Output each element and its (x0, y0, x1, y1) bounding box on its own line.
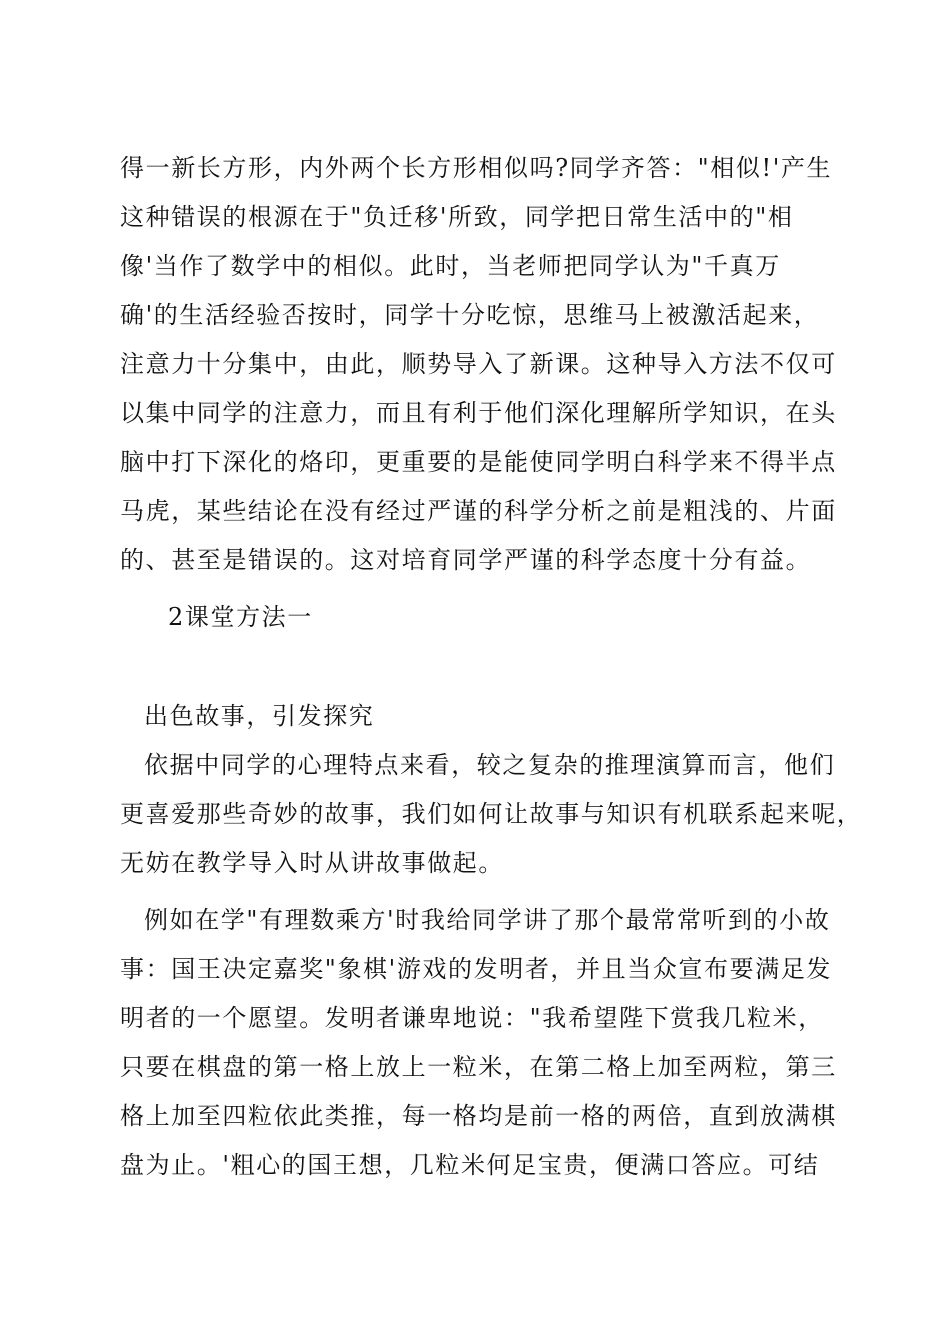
text-line: 像'当作了数学中的相似。此时，当老师把同学认为"千真万 (120, 252, 781, 280)
text-line: 马虎，某些结论在没有经过严谨的科学分析之前是粗浅的、片面 (120, 497, 837, 525)
section-heading: 2课堂方法一 (168, 603, 313, 631)
text-line: 无妨在教学导入时从讲故事做起。 (120, 849, 504, 877)
text-line: 盘为止。'粗心的国王想，几粒米何足宝贵，便满口答应。可结 (120, 1151, 820, 1179)
text-line: 以集中同学的注意力，而且有利于他们深化理解所学知识，在头 (120, 399, 837, 427)
text-line: 明者的一个愿望。发明者谦卑地说："我希望陛下赏我几粒米， (120, 1004, 824, 1032)
text-line: 例如在学"有理数乘方'时我给同学讲了那个最常常听到的小故 (144, 906, 831, 934)
subheading: 出色故事，引发探究 (144, 702, 375, 730)
text-line: 只要在棋盘的第一格上放上一粒米，在第二格上加至两粒，第三 (120, 1053, 837, 1081)
text-line: 得一新长方形，内外两个长方形相似吗?同学齐答："相似!'产生 (120, 154, 833, 182)
text-line: 确'的生活经验否按时，同学十分吃惊，思维马上被激活起来， (120, 301, 820, 329)
text-line: 注意力十分集中，由此，顺势导入了新课。这种导入方法不仅可 (120, 350, 837, 378)
text-line: 更喜爱那些奇妙的故事，我们如何让故事与知识有机联系起来呢， (120, 800, 863, 828)
text-line: 这种错误的根源在于"负迁移'所致，同学把日常生活中的"相 (120, 203, 794, 231)
text-line: 的、甚至是错误的。这对培育同学严谨的科学态度十分有益。 (120, 546, 812, 574)
text-line: 依据中同学的心理特点来看，较之复杂的推理演算而言，他们 (144, 751, 836, 779)
text-line: 事：国王决定嘉奖"象棋'游戏的发明者，并且当众宣布要满足发 (120, 955, 833, 983)
text-line: 脑中打下深化的烙印，更重要的是能使同学明白科学来不得半点 (120, 448, 837, 476)
text-line: 格上加至四粒依此类推，每一格均是前一格的两倍，直到放满棋 (120, 1102, 837, 1130)
